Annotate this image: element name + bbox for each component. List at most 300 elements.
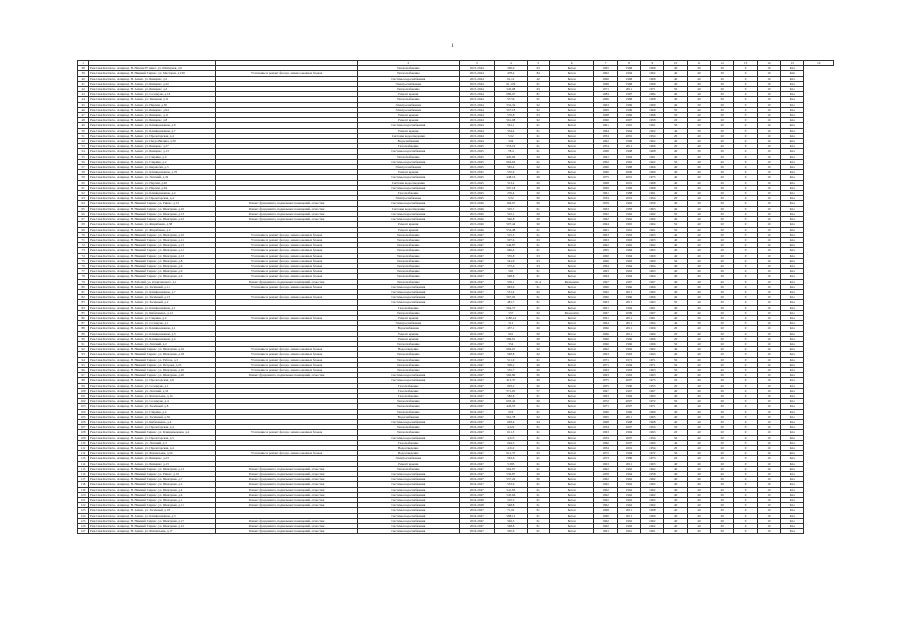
table-cell: 0 <box>734 341 757 346</box>
table-cell: Реж.Сиж.Кастисм.. Алирнод. Н. Алнис. ул. Гаврима, д.2 <box>89 409 216 414</box>
table-cell: 2016-2047 <box>459 315 495 320</box>
table-cell: 101 <box>78 394 89 399</box>
table-cell: 0 <box>734 529 757 534</box>
table-cell: 61 <box>527 357 549 362</box>
table-cell: Бетон <box>549 92 594 97</box>
table-cell: К1а <box>781 362 804 367</box>
table-cell: Бетон <box>549 196 594 201</box>
table-cell: К1а <box>781 383 804 388</box>
table-row <box>78 529 834 534</box>
table-cell: 40 <box>664 284 687 289</box>
table-cell: 2015-2044 <box>459 128 495 133</box>
table-cell: 1966 <box>594 170 617 175</box>
table-cell: Бетон <box>549 269 594 274</box>
table-cell: К1а <box>781 248 804 253</box>
table-cell: 166,07 <box>495 201 527 206</box>
table-cell: Системы водоснабжения <box>358 492 459 497</box>
table-cell: 20 <box>711 466 734 471</box>
table-cell: Монолитн <box>549 310 594 315</box>
table-cell: 68 <box>78 222 89 227</box>
table-cell: К1а <box>781 159 804 164</box>
table-cell: 10 <box>757 513 780 518</box>
table-cell: 61 <box>527 97 549 102</box>
table-cell: 1962 <box>641 518 664 523</box>
table-cell: 40 <box>664 487 687 492</box>
table-cell: Бетон <box>549 440 594 445</box>
table-cell: К1а <box>781 144 804 149</box>
table-cell: 0 <box>734 284 757 289</box>
table-cell: 40 <box>687 274 710 279</box>
table-cell: 1966 <box>594 513 617 518</box>
table-cell: 20 <box>711 430 734 435</box>
table-cell: 4,522 <box>495 425 527 430</box>
table-cell: 2016-2047 <box>459 279 495 284</box>
table-cell: 2016-2047 <box>459 243 495 248</box>
table-cell: 40 <box>687 310 710 315</box>
table-cell: К1а <box>781 326 804 331</box>
table-cell: Реж.Сиж.Кастисм.. Алирнод. Н. Нижний Г.ирнас. ул. Мастарев, д.199 <box>89 71 216 76</box>
table-cell: Системы водоснабжения <box>358 513 459 518</box>
table-cell: 60 <box>527 336 549 341</box>
table-cell: Водоснабжение <box>358 139 459 144</box>
table-cell: 0 <box>734 258 757 263</box>
table-cell: 1971 <box>641 404 664 409</box>
table-cell: 2016-2047 <box>459 295 495 300</box>
table-cell: 62 <box>527 180 549 185</box>
table-cell: 1968 <box>641 81 664 86</box>
table-cell: Электроснабжение <box>358 196 459 201</box>
table-cell: 83 <box>78 300 89 305</box>
table-cell: 1954 <box>641 435 664 440</box>
table-cell: 40 <box>664 81 687 86</box>
table-cell: 1963 <box>594 232 617 237</box>
table-cell: 1972 <box>594 399 617 404</box>
table-cell: 1975 <box>641 378 664 383</box>
table-cell: Ремонт крыши <box>358 118 459 123</box>
table-cell: 1994 <box>617 430 640 435</box>
table-cell: 30 <box>687 315 710 320</box>
table-cell: 1961 <box>641 315 664 320</box>
table-cell: 40 <box>687 154 710 159</box>
table-cell: 586,61 <box>495 336 527 341</box>
table-cell: 40 <box>664 305 687 310</box>
table-cell: 61 <box>527 466 549 471</box>
table-cell: 51 <box>78 133 89 138</box>
table-cell: 1955 <box>641 383 664 388</box>
table-cell: Утепление и ремонт фасада, замена оконных блоков <box>216 263 358 268</box>
table-cell: 1962 <box>617 524 640 529</box>
table-cell: 50 <box>664 107 687 112</box>
table-cell: 1964 <box>594 128 617 133</box>
table-cell: 2015-2044 <box>459 92 495 97</box>
table-cell: 478,4 <box>495 71 527 76</box>
table-cell: Бетон <box>549 128 594 133</box>
table-cell: 1962 <box>617 201 640 206</box>
table-cell: 0 <box>734 154 757 159</box>
table-cell: 74 <box>78 253 89 258</box>
table-cell: 10 <box>757 362 780 367</box>
table-cell: 567,02 <box>495 295 527 300</box>
table-cell: Реж.Сиж.Кастисм.. Алирнод. Н. Алнис. ул. Соломуне, д.16 <box>89 92 216 97</box>
table-cell: 1962 <box>641 159 664 164</box>
table-cell: Реж.Сиж.Кастисм.. Алирнод. Н. Нижний Г.ирнас. ул. Шевчунев, д.18 <box>89 352 216 357</box>
table-cell: Бетон <box>549 227 594 232</box>
table-cell: 40 <box>687 477 710 482</box>
table-cell: Реж.Сиж.Кастисм.. Алирнод. Н. Алнис. ул. Лепский, д.16 <box>89 388 216 393</box>
table-cell: Газоснабжение <box>358 191 459 196</box>
table-cell: 2011 <box>617 508 640 513</box>
table-cell: 10 <box>757 97 780 102</box>
table-cell: 0 <box>734 107 757 112</box>
table-cell: 60 <box>527 477 549 482</box>
table-cell: 62 <box>527 102 549 107</box>
table-cell: 2016-2048 <box>459 498 495 503</box>
table-cell: 0 <box>734 269 757 274</box>
table-cell: 96 <box>78 367 89 372</box>
table-cell: 1962 <box>594 487 617 492</box>
table-cell: 1963 <box>594 300 617 305</box>
table-cell: 10 <box>757 76 780 81</box>
table-cell: 0 <box>734 222 757 227</box>
table-cell: 10 <box>757 175 780 180</box>
table-cell: 2015-2044 <box>459 139 495 144</box>
column-header: 8 <box>617 61 640 66</box>
table-cell: 1934 <box>594 435 617 440</box>
table-cell: 2011 <box>617 414 640 419</box>
table-cell: 1962 <box>641 487 664 492</box>
table-cell: 1966 <box>594 409 617 414</box>
table-cell: 512 <box>495 321 527 326</box>
table-cell: Бетон <box>549 118 594 123</box>
table-cell: Бетон <box>549 300 594 305</box>
table-cell: Бетон <box>549 217 594 222</box>
table-cell: 20 <box>711 362 734 367</box>
table-cell: 1954 <box>641 425 664 430</box>
table-cell: 40 <box>664 508 687 513</box>
table-cell: 10 <box>757 284 780 289</box>
table-cell: 61,4 <box>527 279 549 284</box>
table-cell: Системы водоснабжения <box>358 487 459 492</box>
table-cell: 0 <box>734 81 757 86</box>
table-cell: 1964 <box>617 274 640 279</box>
table-cell: 10 <box>757 191 780 196</box>
table-cell: 62 <box>527 347 549 352</box>
table-cell: Водоснабжение <box>358 326 459 331</box>
table-cell: 554 <box>495 341 527 346</box>
table-cell: 10 <box>757 180 780 185</box>
table-cell: 78,4 <box>495 149 527 154</box>
table-cell: 0 <box>734 92 757 97</box>
table-cell: 20 <box>711 446 734 451</box>
table-cell: 1962 <box>617 518 640 523</box>
table-cell: 2011 <box>617 321 640 326</box>
table-cell: 20 <box>711 331 734 336</box>
table-cell: 565 <box>495 269 527 274</box>
table-cell: 20 <box>711 326 734 331</box>
table-cell: Реж.Сиж.Кастисм.. Алирнод. Н. Нижний Г.ирнас. ул. Шевчунев, д.15 <box>89 524 216 529</box>
table-cell: 2015-2045 <box>459 196 495 201</box>
table-cell: 20 <box>664 331 687 336</box>
table-cell: 546,87 <box>495 243 527 248</box>
table-cell: К1а <box>781 211 804 216</box>
table-cell: 20 <box>664 456 687 461</box>
table-cell: 40 <box>687 336 710 341</box>
table-cell: 1984 <box>617 248 640 253</box>
table-cell: Реж.Сиж.Кастисм.. Алирнод. Н. Алнис. ул. Засичный, д.11 <box>89 284 216 289</box>
table-cell: 0 <box>734 165 757 170</box>
table-cell: Электроснабжение <box>358 165 459 170</box>
table-cell: 80 <box>78 284 89 289</box>
table-cell: 1180,14 <box>495 315 527 320</box>
table-cell: 1968 <box>594 81 617 86</box>
table-cell: 10 <box>757 404 780 409</box>
table-cell: 20 <box>711 284 734 289</box>
table-cell: Системы водоснабжения <box>358 482 459 487</box>
table-cell: 1962 <box>594 477 617 482</box>
table-cell: 20 <box>711 92 734 97</box>
table-cell: К1а <box>781 243 804 248</box>
table-cell: 1963 <box>617 373 640 378</box>
table-cell: 0 <box>734 128 757 133</box>
table-cell: 1963 <box>641 394 664 399</box>
table-cell: 2015-2044 <box>459 123 495 128</box>
table-cell: 0 <box>734 87 757 92</box>
table-cell: Теплоснабжение <box>358 399 459 404</box>
table-cell: Газоснабжение <box>358 144 459 149</box>
table-cell: 684,67 <box>495 347 527 352</box>
table-cell: 40 <box>687 503 710 508</box>
table-cell: Реж.Сиж.Кастисм.. Алирнод. Н. Алнис. ул. Бимцемс, д.23 <box>89 456 216 461</box>
table-cell: 20 <box>664 196 687 201</box>
table-cell: 20 <box>711 352 734 357</box>
table-cell: 63 <box>527 253 549 258</box>
table-cell: К1а <box>781 420 804 425</box>
table-cell: 20 <box>711 341 734 346</box>
table-cell: К1а <box>781 149 804 154</box>
table-cell: Бетон <box>549 154 594 159</box>
table-cell: 111 <box>78 446 89 451</box>
table-cell: 20 <box>711 404 734 409</box>
table-cell: 448,16 <box>495 175 527 180</box>
table-cell: 20 <box>711 472 734 477</box>
table-cell: 72 <box>78 243 89 248</box>
table-cell: Ремонт фундамента, подвальных помещений, отмостки <box>216 503 358 508</box>
table-cell: 20 <box>711 76 734 81</box>
table-cell: 1983 <box>617 206 640 211</box>
table-cell: 61 <box>527 139 549 144</box>
table-cell: 1962 <box>617 482 640 487</box>
table-cell: 50 <box>664 227 687 232</box>
table-cell: 20 <box>711 191 734 196</box>
table-cell: К1а <box>781 487 804 492</box>
table-cell: Системы водоотведения <box>358 180 459 185</box>
table-cell: 1968 <box>617 81 640 86</box>
table-cell: 40 <box>664 388 687 393</box>
table-cell: 1968 <box>641 76 664 81</box>
table-cell: Теплоснабжение <box>358 430 459 435</box>
table-cell: Реж.Сиж.Кастисм.. Алирнод. Н. Алнис. ул. Клинцемежная, д.1 <box>89 326 216 331</box>
table-cell: 541,83 <box>495 487 527 492</box>
table-cell: Системы водоснабжения <box>358 498 459 503</box>
table-cell: 60 <box>527 222 549 227</box>
table-cell: 0 <box>734 170 757 175</box>
table-cell: 1966 <box>641 331 664 336</box>
table-cell: 1962 <box>617 487 640 492</box>
table-cell: Системы водоотведения <box>358 206 459 211</box>
table-cell: Бетон <box>549 513 594 518</box>
table-cell: 276,4 <box>495 191 527 196</box>
table-cell: 603,42 <box>495 399 527 404</box>
table-cell: 10 <box>757 133 780 138</box>
table-cell: Бетон <box>549 87 594 92</box>
table-cell: К1а <box>781 232 804 237</box>
table-cell: 2016-2047 <box>459 331 495 336</box>
table-cell: 40 <box>687 139 710 144</box>
table-cell: 90 <box>78 336 89 341</box>
table-cell: 565,4 <box>495 165 527 170</box>
table-cell: 1971 <box>594 357 617 362</box>
table-cell: 0 <box>734 123 757 128</box>
table-cell: Бетон <box>549 466 594 471</box>
table-cell: 52 <box>78 139 89 144</box>
table-cell: 30 <box>687 321 710 326</box>
table-cell: К1а <box>781 222 804 227</box>
table-cell: 1964 <box>617 263 640 268</box>
table-cell: К1а <box>781 295 804 300</box>
table-cell: 0 <box>734 274 757 279</box>
table-cell: 0 <box>734 102 757 107</box>
table-cell: 20 <box>711 477 734 482</box>
table-cell: 20 <box>711 206 734 211</box>
table-cell: 100 <box>78 388 89 393</box>
table-cell: 1961 <box>594 315 617 320</box>
table-cell: 57 <box>527 388 549 393</box>
table-cell: К1а <box>781 87 804 92</box>
table-cell: Реж.Сиж.Кастисм.. Алирнод. Н. Алнис. ул. Клинцемежная, д.1 <box>89 305 216 310</box>
table-cell: 61 <box>527 206 549 211</box>
table-cell: 20 <box>711 367 734 372</box>
table-cell: Ремонт фундамента, подвальных помещений, отмостки <box>216 487 358 492</box>
table-cell: 77 <box>78 269 89 274</box>
table-cell: 20 <box>711 513 734 518</box>
table-cell: Реж.Сиж.Кастисм.. Алирнод. Н. Алнис. ул. Пролетарская, д.4 <box>89 133 216 138</box>
table-cell: 10 <box>757 425 780 430</box>
table-cell: Бетон <box>549 123 594 128</box>
table-cell: 40 <box>687 409 710 414</box>
table-cell: Реж.Сиж.Кастисм.. Алирнод. Н. Алнис. ул. Засичный, д.36 <box>89 414 216 419</box>
table-cell: 40 <box>687 289 710 294</box>
table-cell: 20 <box>711 289 734 294</box>
table-cell: 60 <box>527 341 549 346</box>
table-cell: Реж.Сиж.Кастисм.. Алирнод. Н. Алнис. ул. Клинцемежная, д.9 <box>89 123 216 128</box>
table-cell: 10 <box>757 451 780 456</box>
table-cell: К1а <box>781 321 804 326</box>
table-cell: 2016-2047 <box>459 284 495 289</box>
table-cell: 563,6 <box>495 456 527 461</box>
table-cell: 0 <box>734 466 757 471</box>
table-cell: 40 <box>687 347 710 352</box>
table-cell: 0 <box>734 315 757 320</box>
table-cell: 10 <box>757 487 780 492</box>
table-cell: 40 <box>78 76 89 81</box>
table-cell: 40 <box>687 399 710 404</box>
table-cell: Ремонт крыши <box>358 170 459 175</box>
table-cell: 2016-2047 <box>459 341 495 346</box>
table-cell: 1967 <box>641 388 664 393</box>
table-cell: 516,1 <box>495 211 527 216</box>
table-cell: 1963 <box>641 461 664 466</box>
table-cell: Реж.Сиж.Кастисм.. Алирнод. Н. Нижний Г.ирнас. ул. Шевчунев, д.17 <box>89 518 216 523</box>
table-cell: 10 <box>757 144 780 149</box>
table-cell: 0 <box>734 201 757 206</box>
table-cell: 0 <box>734 347 757 352</box>
table-cell: 10 <box>757 149 780 154</box>
table-cell: 0 <box>734 305 757 310</box>
table-cell: Реж.Сиж.Кастисм.. Алирнод. Н. Нижний Г.ирнас. ул. Шевчунев, д.13 <box>89 253 216 258</box>
table-cell: 20 <box>711 248 734 253</box>
table-cell: Бетон <box>549 347 594 352</box>
table-cell: Бетон <box>549 107 594 112</box>
table-cell: Системы водоснабжения <box>358 185 459 190</box>
table-cell: Реж.Сиж.Кастисм.. Алирнод. Н. Алнис. ул. Засичный, д.2 <box>89 300 216 305</box>
table-cell: 40 <box>664 310 687 315</box>
table-cell: К1а <box>781 347 804 352</box>
table-cell: 60 <box>527 373 549 378</box>
table-cell: 561,08 <box>495 118 527 123</box>
table-cell: 0 <box>734 144 757 149</box>
table-cell: 1968 <box>641 97 664 102</box>
table-cell: 60 <box>527 472 549 477</box>
table-cell: 1967 <box>617 279 640 284</box>
table-cell: 40 <box>664 237 687 242</box>
table-cell: 1934 <box>594 446 617 451</box>
table-cell: 20 <box>711 274 734 279</box>
table-cell: 40 <box>687 394 710 399</box>
table-cell: 1962 <box>641 139 664 144</box>
table-cell: 10 <box>757 347 780 352</box>
table-cell: Реж.Сиж.Кастисм.. Алирнод. Н. Нижний Г.ирнас. ул. Шевчунев, д.9 <box>89 269 216 274</box>
table-cell: 20 <box>711 492 734 497</box>
table-cell: Системы водоснабжения <box>358 477 459 482</box>
table-cell: 98 <box>78 378 89 383</box>
table-cell: 20 <box>664 144 687 149</box>
table-cell: Реж.Сиж.Кастисм.. Алирнод. Н. Алнис. ул. Бимцемс, д.22 <box>89 81 216 86</box>
table-cell: 2016-2047 <box>459 263 495 268</box>
table-cell: 2016-2047 <box>459 274 495 279</box>
table-cell: Реж.Сиж.Кастисм.. Алирнод. Н. Нижний Г.ирнас. ул. Шевчунев, д.11 <box>89 237 216 242</box>
table-cell: 511,9 <box>495 357 527 362</box>
table-cell: 1954 <box>641 446 664 451</box>
table-cell: 40 <box>664 482 687 487</box>
table-cell: 40 <box>687 258 710 263</box>
table-cell: 61 <box>527 227 549 232</box>
table-cell: 40 <box>664 274 687 279</box>
table-cell: Теплоснабжение <box>358 97 459 102</box>
table-cell: 2015-2045 <box>459 165 495 170</box>
table-cell: 20 <box>711 154 734 159</box>
table-cell: 1994 <box>617 451 640 456</box>
table-cell: 50 <box>78 128 89 133</box>
table-cell: 1994 <box>617 472 640 477</box>
table-cell: 60 <box>527 217 549 222</box>
table-cell: 50 <box>664 341 687 346</box>
table-cell: Утепление и ремонт фасада, замена оконных блоков <box>216 248 358 253</box>
table-cell: 2016-2047 <box>459 248 495 253</box>
table-cell: 1963 <box>617 367 640 372</box>
table-cell: Бетон <box>549 487 594 492</box>
table-cell: 10 <box>757 409 780 414</box>
table-cell: 2016-2047 <box>459 409 495 414</box>
